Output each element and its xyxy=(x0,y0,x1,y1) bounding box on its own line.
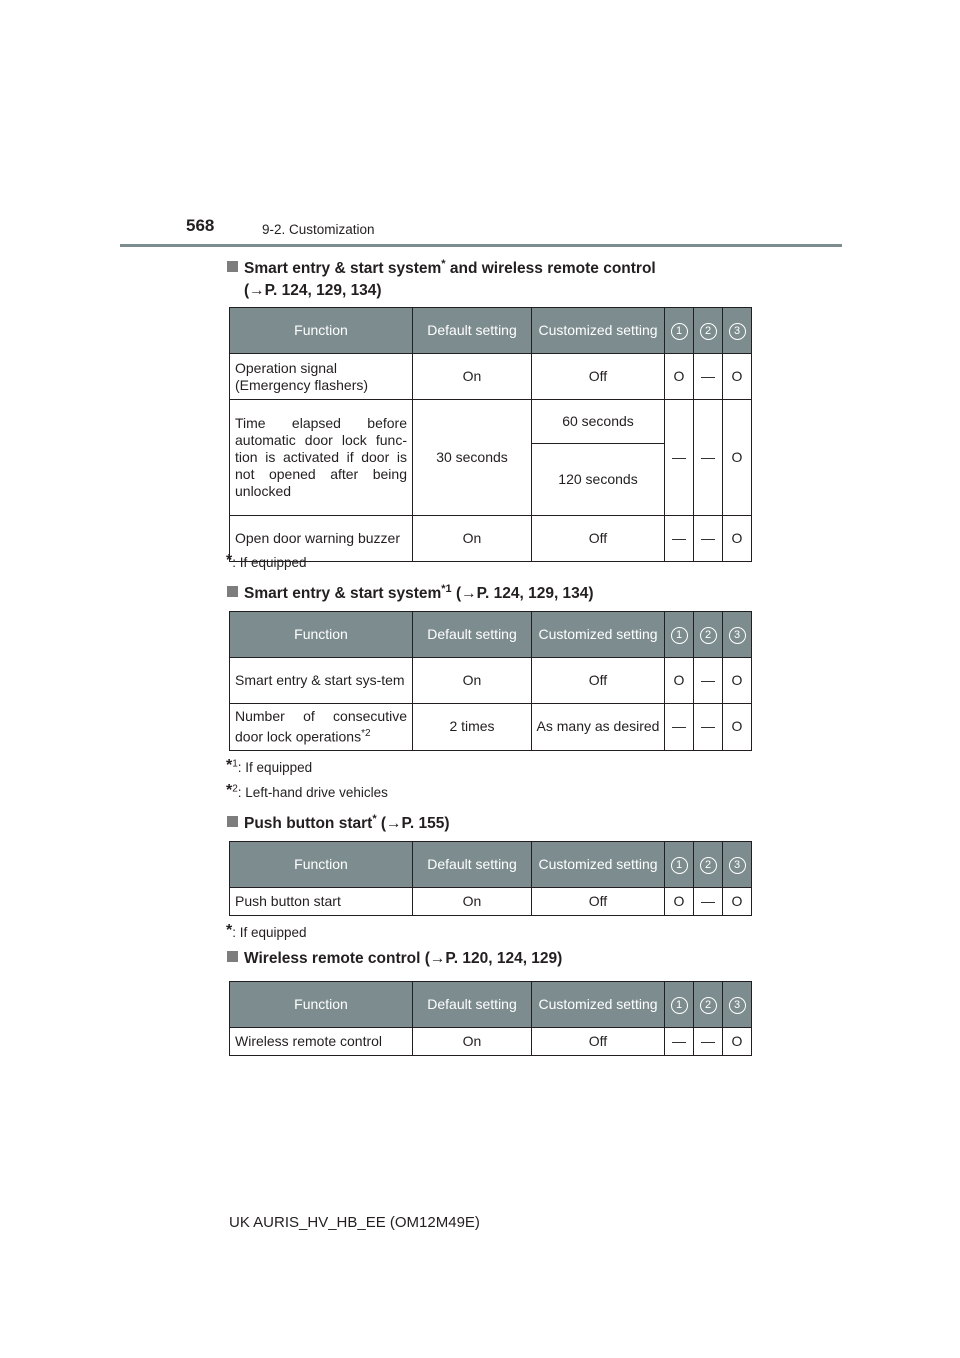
header-col2: 2 xyxy=(694,612,723,658)
function-cell: Open door warning buzzer xyxy=(230,516,413,562)
setting-1-cell: O xyxy=(665,888,694,916)
setting-1-cell: O xyxy=(665,658,694,704)
header-default: Default setting xyxy=(413,308,532,354)
table-header-row xyxy=(230,982,752,1028)
setting-3-cell: O xyxy=(723,1028,752,1056)
header-rule xyxy=(120,244,842,247)
function-cell: Wireless remote control xyxy=(230,1028,413,1056)
header-customized: Customized setting xyxy=(532,842,665,888)
header-col1: 1 xyxy=(665,982,694,1028)
setting-1-cell: O xyxy=(665,354,694,400)
bullet-square-icon xyxy=(227,586,238,597)
bullet-square-icon xyxy=(227,951,238,962)
header-col2: 2 xyxy=(694,842,723,888)
default-cell: 30 seconds xyxy=(413,400,532,516)
bullet-square-icon xyxy=(227,261,238,272)
header-col3: 3 xyxy=(723,308,752,354)
header-function: Function xyxy=(230,612,413,658)
default-cell: On xyxy=(413,1028,532,1056)
setting-3-cell: O xyxy=(723,400,752,516)
bullet-square-icon xyxy=(227,816,238,827)
customized-cell: Off xyxy=(532,354,665,400)
setting-2-cell: — xyxy=(694,354,723,400)
table-header-row xyxy=(230,308,752,354)
header-col2: 2 xyxy=(694,308,723,354)
table-row xyxy=(230,1028,752,1056)
header-function: Function xyxy=(230,982,413,1028)
header-col3: 3 xyxy=(723,612,752,658)
header-col1: 1 xyxy=(665,842,694,888)
setting-3-cell: O xyxy=(723,704,752,751)
function-cell: Smart entry & start sys-tem xyxy=(230,658,413,704)
default-cell: On xyxy=(413,354,532,400)
customized-cell: Off xyxy=(532,1028,665,1056)
default-cell: 2 times xyxy=(413,704,532,751)
header-customized: Customized setting xyxy=(532,612,665,658)
header-function: Function xyxy=(230,842,413,888)
default-cell: On xyxy=(413,516,532,562)
section-heading-smart-entry: Smart entry & start system$^{*1}$ (→P. 124, 129, 134) xyxy=(227,578,594,605)
table-row xyxy=(230,704,752,751)
document-code: UK AURIS_HV_HB_EE (OM12M49E) xyxy=(229,1214,480,1231)
default-cell: On xyxy=(413,888,532,916)
footnote: *$^1$: If equipped xyxy=(226,757,313,775)
table-header-row xyxy=(230,612,752,658)
setting-3-cell: O xyxy=(723,658,752,704)
settings-table-wireless-remote xyxy=(229,981,752,1056)
customized-cell: Off xyxy=(532,658,665,704)
setting-3-cell: O xyxy=(723,516,752,562)
setting-2-cell: — xyxy=(694,400,723,516)
header-col1: 1 xyxy=(665,612,694,658)
customized-cell: As many as desired xyxy=(532,704,665,751)
function-cell: Time elapsed before automatic door lock func-tion is activated if door is not opened after being unlocked xyxy=(230,400,413,516)
page-number: 568 xyxy=(186,216,215,235)
section-subtitle: (→P. 124, 129, 134) xyxy=(244,282,382,300)
table-row xyxy=(230,516,752,562)
customized-cell: 60 seconds xyxy=(532,400,665,444)
setting-2-cell: — xyxy=(694,1028,723,1056)
section-heading-push-button-start: Push button start* (→P. 155) xyxy=(227,808,450,835)
setting-2-cell: — xyxy=(694,704,723,751)
header-col1: 1 xyxy=(665,308,694,354)
settings-table-push-button-start xyxy=(229,841,752,916)
header-col2: 2 xyxy=(694,982,723,1028)
table-header-row xyxy=(230,842,752,888)
default-cell: On xyxy=(413,658,532,704)
settings-table-smart-entry xyxy=(229,611,752,751)
table-row xyxy=(230,354,752,400)
function-cell: Operation signal (Emergency flashers) xyxy=(230,354,413,400)
setting-2-cell: — xyxy=(694,888,723,916)
setting-2-cell: — xyxy=(694,516,723,562)
header-default: Default setting xyxy=(413,982,532,1028)
header-customized: Customized setting xyxy=(532,308,665,354)
setting-2-cell: — xyxy=(694,658,723,704)
customized-cell: Off xyxy=(532,516,665,562)
setting-1-cell: — xyxy=(665,1028,694,1056)
section-heading-smart-entry-wireless: Smart entry & start system* and wireless remote control (→P. 124, 129, 134) xyxy=(227,253,656,302)
table-row xyxy=(230,658,752,704)
section-heading-wireless-remote: Wireless remote control (→P. 120, 124, 129) xyxy=(227,948,562,970)
customized-cell: 120 seconds xyxy=(532,444,665,516)
header-function: Function xyxy=(230,308,413,354)
setting-3-cell: O xyxy=(723,354,752,400)
footnote: *: If equipped xyxy=(226,552,307,570)
footnote: *: If equipped xyxy=(226,922,307,940)
setting-3-cell: O xyxy=(723,888,752,916)
setting-1-cell: — xyxy=(665,400,694,516)
setting-1-cell: — xyxy=(665,516,694,562)
header-col3: 3 xyxy=(723,982,752,1028)
section-label: 9-2. Customization xyxy=(262,222,375,237)
function-cell: Number of consecutive door lock operations$^{*2}$ xyxy=(230,704,413,751)
header-col3: 3 xyxy=(723,842,752,888)
table-row xyxy=(230,400,752,444)
settings-table-smart-entry-wireless xyxy=(229,307,752,562)
header-default: Default setting xyxy=(413,842,532,888)
setting-1-cell: — xyxy=(665,704,694,751)
customized-cell: Off xyxy=(532,888,665,916)
table-row xyxy=(230,888,752,916)
header-customized: Customized setting xyxy=(532,982,665,1028)
function-cell: Push button start xyxy=(230,888,413,916)
footnote: *$^2$: Left-hand drive vehicles xyxy=(226,782,388,800)
header-default: Default setting xyxy=(413,612,532,658)
